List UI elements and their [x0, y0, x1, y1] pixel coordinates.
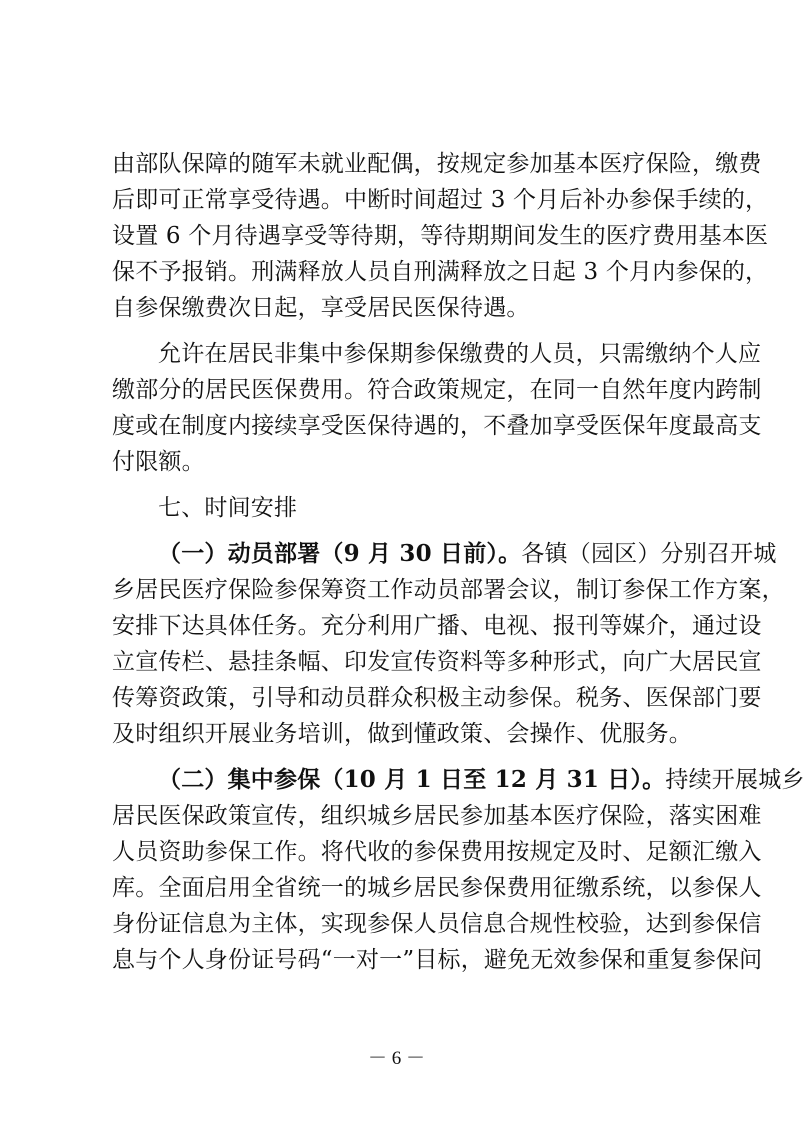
subheading: （二）集中参保（10 月 1 日至 12 月 31 日）。 [158, 766, 666, 793]
text-line: 居民医保政策宣传，组织城乡居民参加基本医疗保险，落实困难 [112, 803, 762, 829]
text-run: 持续开展城乡 [665, 767, 805, 793]
text-line [158, 762, 805, 798]
subheading: （一）动员部署（9 月 30 日前）。 [158, 540, 522, 567]
text-line: 设置 6 个月待遇享受等待期，等待期期间发生的医疗费用基本医 [112, 223, 769, 249]
text-line: 付限额。 [112, 449, 205, 475]
text-line: 安排下达具体任务。充分利用广播、电视、报刊等媒介，通过设 [112, 613, 762, 639]
text-line: 后即可正常享受待遇。中断时间超过 3 个月后补办参保手续的， [112, 187, 769, 213]
text-line: 保不予报销。刑满释放人员自刑满释放之日起 3 个月内参保的， [112, 259, 769, 285]
text-line: 允许在居民非集中参保期参保缴费的人员，只需缴纳个人应 [158, 341, 762, 367]
text-line: 人员资助参保工作。将代收的参保费用按规定及时、足额汇缴入 [112, 839, 762, 865]
text-line: 自参保缴费次日起，享受居民医保待遇。 [112, 295, 530, 321]
text-line: 度或在制度内接续享受医保待遇的，不叠加享受医保年度最高支 [112, 413, 762, 439]
text-line: 缴部分的居民医保费用。符合政策规定，在同一自然年度内跨制 [112, 377, 762, 403]
page-number: － 6 － [367, 1048, 425, 1069]
section-heading: 七、时间安排 [158, 495, 298, 521]
text-line: 身份证信息为主体，实现参保人员信息合规性校验，达到参保信 [112, 911, 762, 937]
text-line: 息与个人身份证号码“一对一”目标，避免无效参保和重复参保问 [112, 947, 763, 973]
text-line [158, 536, 777, 572]
text-line: 传筹资政策，引导和动员群众积极主动参保。税务、医保部门要 [112, 685, 762, 711]
text-line: 乡居民医疗保险参保筹资工作动员部署会议，制订参保工作方案， [112, 577, 785, 603]
text-run: 各镇（园区）分别召开城 [521, 541, 777, 567]
text-line: 立宣传栏、悬挂条幅、印发宣传资料等多种形式，向广大居民宣 [112, 649, 762, 675]
text-line: 由部队保障的随军未就业配偶，按规定参加基本医疗保险，缴费 [112, 151, 762, 177]
text-line: 库。全面启用全省统一的城乡居民参保费用征缴系统，以参保人 [112, 875, 762, 901]
text-line: 及时组织开展业务培训，做到懂政策、会操作、优服务。 [112, 721, 692, 747]
